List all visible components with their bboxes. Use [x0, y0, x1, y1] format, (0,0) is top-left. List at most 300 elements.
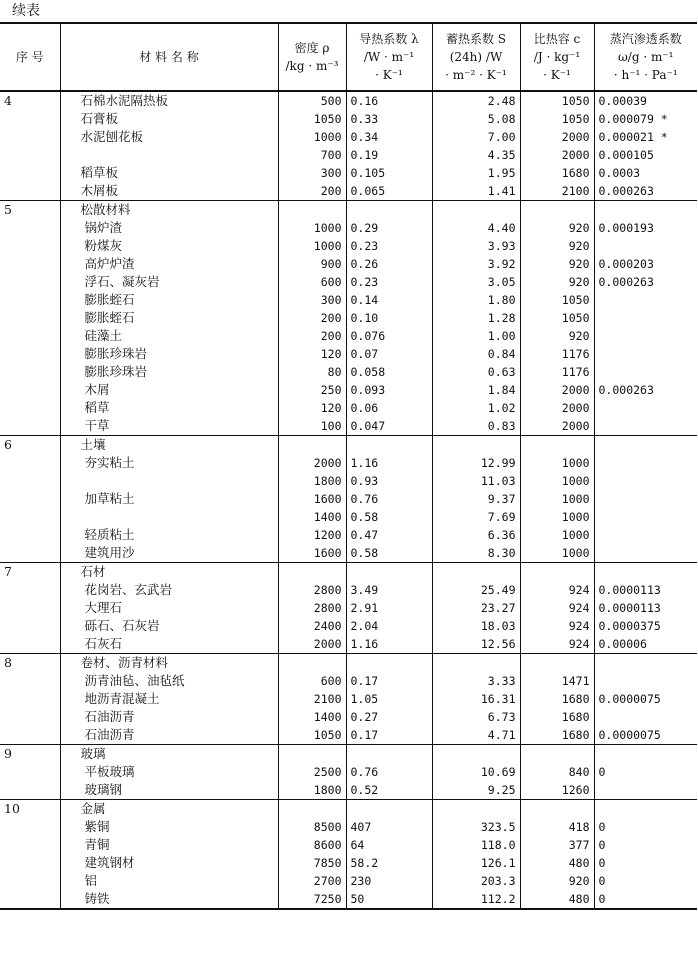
material-name: 平板玻璃 — [60, 763, 278, 781]
material-name: 石棉水泥隔热板 — [60, 91, 278, 110]
table-row — [0, 182, 697, 201]
material-name: 干草 — [60, 417, 278, 436]
material-name — [60, 472, 278, 490]
conductivity-cell: 0.23 — [346, 237, 432, 255]
density-cell — [278, 201, 346, 220]
vapor-cell — [594, 417, 697, 436]
vapor-cell — [594, 327, 697, 345]
table-row — [0, 635, 697, 654]
vapor-cell — [594, 508, 697, 526]
table-row — [0, 526, 697, 544]
vapor-cell — [594, 672, 697, 690]
heat-storage-cell — [432, 654, 520, 673]
conductivity-cell: 0.76 — [346, 763, 432, 781]
material-name: 石油沥青 — [60, 708, 278, 726]
density-cell: 900 — [278, 255, 346, 273]
table-row — [0, 309, 697, 327]
table-row — [0, 836, 697, 854]
specific-heat-cell: 924 — [520, 617, 594, 635]
density-cell: 2100 — [278, 690, 346, 708]
seq-cell — [0, 417, 60, 436]
density-cell: 250 — [278, 381, 346, 399]
table-row — [0, 363, 697, 381]
conductivity-cell: 0.58 — [346, 544, 432, 563]
heat-storage-cell: 2.48 — [432, 91, 520, 110]
material-name: 锅炉渣 — [60, 219, 278, 237]
header-heat-storage — [432, 23, 520, 91]
conductivity-cell: 0.17 — [346, 726, 432, 745]
material-name: 石灰石 — [60, 635, 278, 654]
material-name: 青铜 — [60, 836, 278, 854]
heat-storage-cell: 1.41 — [432, 182, 520, 201]
conductivity-cell: 0.10 — [346, 309, 432, 327]
material-name: 地沥青混凝土 — [60, 690, 278, 708]
vapor-cell — [594, 563, 697, 582]
table-header — [0, 23, 697, 91]
seq-cell — [0, 273, 60, 291]
material-name: 木屑 — [60, 381, 278, 399]
table-row — [0, 581, 697, 599]
vapor-cell: 0.000193 — [594, 219, 697, 237]
material-name: 膨胀珍珠岩 — [60, 363, 278, 381]
specific-heat-cell: 1000 — [520, 490, 594, 508]
density-cell: 1600 — [278, 544, 346, 563]
conductivity-cell: 58.2 — [346, 854, 432, 872]
material-name: 加草粘土 — [60, 490, 278, 508]
table-row — [0, 490, 697, 508]
table-row — [0, 599, 697, 617]
vapor-cell — [594, 654, 697, 673]
conductivity-cell — [346, 563, 432, 582]
density-cell: 2800 — [278, 581, 346, 599]
heat-storage-cell: 0.83 — [432, 417, 520, 436]
header-line: (24h) /W — [449, 50, 503, 64]
density-cell: 1000 — [278, 219, 346, 237]
density-cell: 200 — [278, 309, 346, 327]
header-specific-heat — [520, 23, 594, 91]
materials-table — [0, 22, 697, 910]
conductivity-cell: 0.33 — [346, 110, 432, 128]
density-cell — [278, 436, 346, 455]
material-name: 膨胀蛭石 — [60, 309, 278, 327]
seq-cell — [0, 128, 60, 146]
material-name: 石膏板 — [60, 110, 278, 128]
density-cell: 600 — [278, 273, 346, 291]
material-name: 沥青油毡、油毡纸 — [60, 672, 278, 690]
table-row — [0, 381, 697, 399]
specific-heat-cell: 2100 — [520, 182, 594, 201]
vapor-cell — [594, 472, 697, 490]
seq-cell — [0, 110, 60, 128]
seq-cell — [0, 508, 60, 526]
seq-cell — [0, 581, 60, 599]
density-cell: 300 — [278, 164, 346, 182]
heat-storage-cell: 7.69 — [432, 508, 520, 526]
heat-storage-cell: 112.2 — [432, 890, 520, 909]
conductivity-cell: 0.27 — [346, 708, 432, 726]
seq-cell — [0, 763, 60, 781]
specific-heat-cell: 924 — [520, 599, 594, 617]
table-row — [0, 345, 697, 363]
heat-storage-cell — [432, 563, 520, 582]
density-cell: 1600 — [278, 490, 346, 508]
conductivity-cell: 1.16 — [346, 635, 432, 654]
vapor-cell — [594, 526, 697, 544]
header-line: · K⁻¹ — [375, 68, 403, 82]
heat-storage-cell: 4.35 — [432, 146, 520, 164]
vapor-cell: 0.0000113 — [594, 599, 697, 617]
specific-heat-cell: 1050 — [520, 291, 594, 309]
table-row — [0, 128, 697, 146]
header-name — [60, 23, 278, 91]
material-name: 水泥刨花板 — [60, 128, 278, 146]
header-line: ω/g · m⁻¹ — [618, 50, 674, 64]
header-line: · h⁻¹ · Pa⁻¹ — [613, 68, 678, 82]
specific-heat-cell: 1000 — [520, 454, 594, 472]
conductivity-cell: 0.065 — [346, 182, 432, 201]
density-cell: 120 — [278, 345, 346, 363]
heat-storage-cell — [432, 436, 520, 455]
density-cell: 1000 — [278, 237, 346, 255]
specific-heat-cell: 920 — [520, 872, 594, 890]
conductivity-cell: 2.91 — [346, 599, 432, 617]
table-row — [0, 708, 697, 726]
specific-heat-cell: 1680 — [520, 690, 594, 708]
material-name: 粉煤灰 — [60, 237, 278, 255]
density-cell: 2800 — [278, 599, 346, 617]
specific-heat-cell: 924 — [520, 635, 594, 654]
heat-storage-cell: 12.99 — [432, 454, 520, 472]
header-seq — [0, 23, 60, 91]
vapor-cell — [594, 201, 697, 220]
vapor-cell — [594, 800, 697, 819]
heat-storage-cell: 1.84 — [432, 381, 520, 399]
seq-cell: 7 — [0, 563, 60, 582]
specific-heat-cell: 480 — [520, 854, 594, 872]
specific-heat-cell: 1000 — [520, 508, 594, 526]
vapor-cell: 0.0000075 — [594, 726, 697, 745]
material-name: 轻质粘土 — [60, 526, 278, 544]
vapor-cell: 0 — [594, 818, 697, 836]
specific-heat-cell: 377 — [520, 836, 594, 854]
heat-storage-cell — [432, 201, 520, 220]
conductivity-cell: 0.58 — [346, 508, 432, 526]
specific-heat-cell — [520, 436, 594, 455]
heat-storage-cell: 7.00 — [432, 128, 520, 146]
table-row — [0, 726, 697, 745]
vapor-cell — [594, 399, 697, 417]
density-cell: 700 — [278, 146, 346, 164]
conductivity-cell: 0.06 — [346, 399, 432, 417]
vapor-cell — [594, 708, 697, 726]
vapor-cell — [594, 454, 697, 472]
heat-storage-cell: 1.02 — [432, 399, 520, 417]
specific-heat-cell: 1000 — [520, 472, 594, 490]
table-row — [0, 255, 697, 273]
group-title-row — [0, 201, 697, 220]
vapor-cell — [594, 309, 697, 327]
seq-cell: 8 — [0, 654, 60, 673]
density-cell: 500 — [278, 91, 346, 110]
conductivity-cell — [346, 201, 432, 220]
density-cell — [278, 745, 346, 764]
specific-heat-cell: 2000 — [520, 128, 594, 146]
seq-cell — [0, 635, 60, 654]
heat-storage-cell: 9.25 — [432, 781, 520, 800]
header-line: 序 号 — [15, 50, 44, 64]
conductivity-cell: 0.29 — [346, 219, 432, 237]
table-row — [0, 327, 697, 345]
group-title: 卷材、沥青材料 — [60, 654, 278, 673]
heat-storage-cell: 1.00 — [432, 327, 520, 345]
heat-storage-cell: 3.05 — [432, 273, 520, 291]
conductivity-cell: 0.105 — [346, 164, 432, 182]
conductivity-cell: 0.93 — [346, 472, 432, 490]
heat-storage-cell: 12.56 — [432, 635, 520, 654]
material-name: 建筑钢材 — [60, 854, 278, 872]
specific-heat-cell: 1260 — [520, 781, 594, 800]
specific-heat-cell: 1471 — [520, 672, 594, 690]
material-name: 浮石、凝灰岩 — [60, 273, 278, 291]
seq-cell — [0, 472, 60, 490]
heat-storage-cell: 203.3 — [432, 872, 520, 890]
specific-heat-cell: 1050 — [520, 91, 594, 110]
header-density — [278, 23, 346, 91]
header-line: · K⁻¹ — [543, 68, 571, 82]
density-cell — [278, 654, 346, 673]
specific-heat-cell — [520, 745, 594, 764]
vapor-cell — [594, 291, 697, 309]
vapor-cell: 0 — [594, 836, 697, 854]
density-cell: 1050 — [278, 726, 346, 745]
conductivity-cell: 0.093 — [346, 381, 432, 399]
table-row — [0, 890, 697, 909]
conductivity-cell — [346, 654, 432, 673]
seq-cell — [0, 836, 60, 854]
group-title-row — [0, 436, 697, 455]
heat-storage-cell: 1.28 — [432, 309, 520, 327]
material-name: 夯实粘土 — [60, 454, 278, 472]
material-name: 稻草板 — [60, 164, 278, 182]
conductivity-cell: 0.14 — [346, 291, 432, 309]
conductivity-cell: 1.16 — [346, 454, 432, 472]
specific-heat-cell — [520, 654, 594, 673]
specific-heat-cell: 920 — [520, 273, 594, 291]
heat-storage-cell: 8.30 — [432, 544, 520, 563]
conductivity-cell: 0.16 — [346, 91, 432, 110]
table-row — [0, 672, 697, 690]
heat-storage-cell: 4.71 — [432, 726, 520, 745]
conductivity-cell: 0.07 — [346, 345, 432, 363]
conductivity-cell: 0.047 — [346, 417, 432, 436]
seq-cell — [0, 544, 60, 563]
seq-cell — [0, 237, 60, 255]
density-cell: 1800 — [278, 472, 346, 490]
vapor-cell: 0.000021 * — [594, 128, 697, 146]
seq-cell — [0, 309, 60, 327]
density-cell: 1400 — [278, 508, 346, 526]
table-row — [0, 110, 697, 128]
seq-cell — [0, 454, 60, 472]
seq-cell — [0, 219, 60, 237]
seq-cell — [0, 182, 60, 201]
seq-cell — [0, 345, 60, 363]
header-line: 比热容 c — [533, 32, 581, 46]
heat-storage-cell: 18.03 — [432, 617, 520, 635]
material-name: 木屑板 — [60, 182, 278, 201]
specific-heat-cell: 418 — [520, 818, 594, 836]
conductivity-cell: 1.05 — [346, 690, 432, 708]
seq-cell — [0, 818, 60, 836]
seq-cell — [0, 146, 60, 164]
density-cell: 2000 — [278, 454, 346, 472]
table-row — [0, 273, 697, 291]
heat-storage-cell — [432, 745, 520, 764]
heat-storage-cell: 11.03 — [432, 472, 520, 490]
table-row — [0, 763, 697, 781]
material-name: 石油沥青 — [60, 726, 278, 745]
density-cell: 1800 — [278, 781, 346, 800]
table-row — [0, 91, 697, 110]
header-line: /W · m⁻¹ — [363, 50, 415, 64]
seq-cell: 5 — [0, 201, 60, 220]
header-conductivity — [346, 23, 432, 91]
vapor-cell — [594, 745, 697, 764]
density-cell: 2400 — [278, 617, 346, 635]
group-title-row — [0, 563, 697, 582]
density-cell: 80 — [278, 363, 346, 381]
density-cell: 8600 — [278, 836, 346, 854]
vapor-cell: 0.00006 — [594, 635, 697, 654]
specific-heat-cell: 1176 — [520, 363, 594, 381]
vapor-cell — [594, 345, 697, 363]
seq-cell — [0, 291, 60, 309]
material-name: 紫铜 — [60, 818, 278, 836]
vapor-cell — [594, 544, 697, 563]
material-name: 建筑用沙 — [60, 544, 278, 563]
table-row — [0, 872, 697, 890]
header-line: · m⁻² · K⁻¹ — [445, 68, 507, 82]
seq-cell: 10 — [0, 800, 60, 819]
table-row — [0, 237, 697, 255]
conductivity-cell — [346, 745, 432, 764]
group-title: 土壤 — [60, 436, 278, 455]
density-cell: 200 — [278, 182, 346, 201]
specific-heat-cell: 2000 — [520, 381, 594, 399]
table-row — [0, 146, 697, 164]
table-row — [0, 454, 697, 472]
heat-storage-cell: 0.84 — [432, 345, 520, 363]
vapor-cell: 0 — [594, 872, 697, 890]
seq-cell — [0, 726, 60, 745]
header-line: 导热系数 λ — [359, 32, 419, 46]
density-cell: 2000 — [278, 635, 346, 654]
specific-heat-cell: 924 — [520, 581, 594, 599]
heat-storage-cell: 0.63 — [432, 363, 520, 381]
vapor-cell — [594, 781, 697, 800]
heat-storage-cell — [432, 800, 520, 819]
group-title: 松散材料 — [60, 201, 278, 220]
table-caption: 续表 — [12, 3, 40, 19]
vapor-cell: 0.0000113 — [594, 581, 697, 599]
specific-heat-cell: 920 — [520, 237, 594, 255]
specific-heat-cell — [520, 563, 594, 582]
heat-storage-cell: 6.73 — [432, 708, 520, 726]
material-name: 铝 — [60, 872, 278, 890]
table-row — [0, 854, 697, 872]
specific-heat-cell: 1176 — [520, 345, 594, 363]
table-row — [0, 544, 697, 563]
group-title-row — [0, 800, 697, 819]
specific-heat-cell: 1680 — [520, 726, 594, 745]
vapor-cell: 0.00039 — [594, 91, 697, 110]
material-name — [60, 146, 278, 164]
material-name: 玻璃钢 — [60, 781, 278, 800]
table-row — [0, 399, 697, 417]
table-row — [0, 818, 697, 836]
vapor-cell: 0 — [594, 763, 697, 781]
seq-cell — [0, 381, 60, 399]
heat-storage-cell: 5.08 — [432, 110, 520, 128]
vapor-cell — [594, 490, 697, 508]
specific-heat-cell — [520, 800, 594, 819]
seq-cell — [0, 399, 60, 417]
material-name: 大理石 — [60, 599, 278, 617]
seq-cell: 6 — [0, 436, 60, 455]
conductivity-cell: 0.26 — [346, 255, 432, 273]
vapor-cell: 0 — [594, 854, 697, 872]
specific-heat-cell: 2000 — [520, 399, 594, 417]
conductivity-cell: 0.47 — [346, 526, 432, 544]
specific-heat-cell — [520, 201, 594, 220]
seq-cell — [0, 617, 60, 635]
seq-cell — [0, 672, 60, 690]
group-title: 金属 — [60, 800, 278, 819]
seq-cell — [0, 690, 60, 708]
specific-heat-cell: 1680 — [520, 164, 594, 182]
density-cell: 1400 — [278, 708, 346, 726]
header-line: 密度 ρ — [294, 41, 330, 55]
density-cell: 200 — [278, 327, 346, 345]
vapor-cell: 0.000263 — [594, 182, 697, 201]
vapor-cell: 0.000203 — [594, 255, 697, 273]
seq-cell — [0, 327, 60, 345]
heat-storage-cell: 6.36 — [432, 526, 520, 544]
group-title: 玻璃 — [60, 745, 278, 764]
conductivity-cell: 64 — [346, 836, 432, 854]
heat-storage-cell: 118.0 — [432, 836, 520, 854]
material-name: 稻草 — [60, 399, 278, 417]
heat-storage-cell: 9.37 — [432, 490, 520, 508]
vapor-cell: 0.000263 — [594, 273, 697, 291]
header-line: /J · kg⁻¹ — [533, 50, 581, 64]
specific-heat-cell: 1680 — [520, 708, 594, 726]
header-line: 材 料 名 称 — [139, 50, 199, 64]
specific-heat-cell: 1000 — [520, 544, 594, 563]
conductivity-cell: 407 — [346, 818, 432, 836]
vapor-cell: 0.0000075 — [594, 690, 697, 708]
conductivity-cell: 2.04 — [346, 617, 432, 635]
table-row — [0, 781, 697, 800]
heat-storage-cell: 3.93 — [432, 237, 520, 255]
seq-cell — [0, 708, 60, 726]
table-row — [0, 417, 697, 436]
vapor-cell: 0.000079 * — [594, 110, 697, 128]
heat-storage-cell: 10.69 — [432, 763, 520, 781]
specific-heat-cell: 2000 — [520, 146, 594, 164]
density-cell: 7850 — [278, 854, 346, 872]
group-title-row — [0, 745, 697, 764]
